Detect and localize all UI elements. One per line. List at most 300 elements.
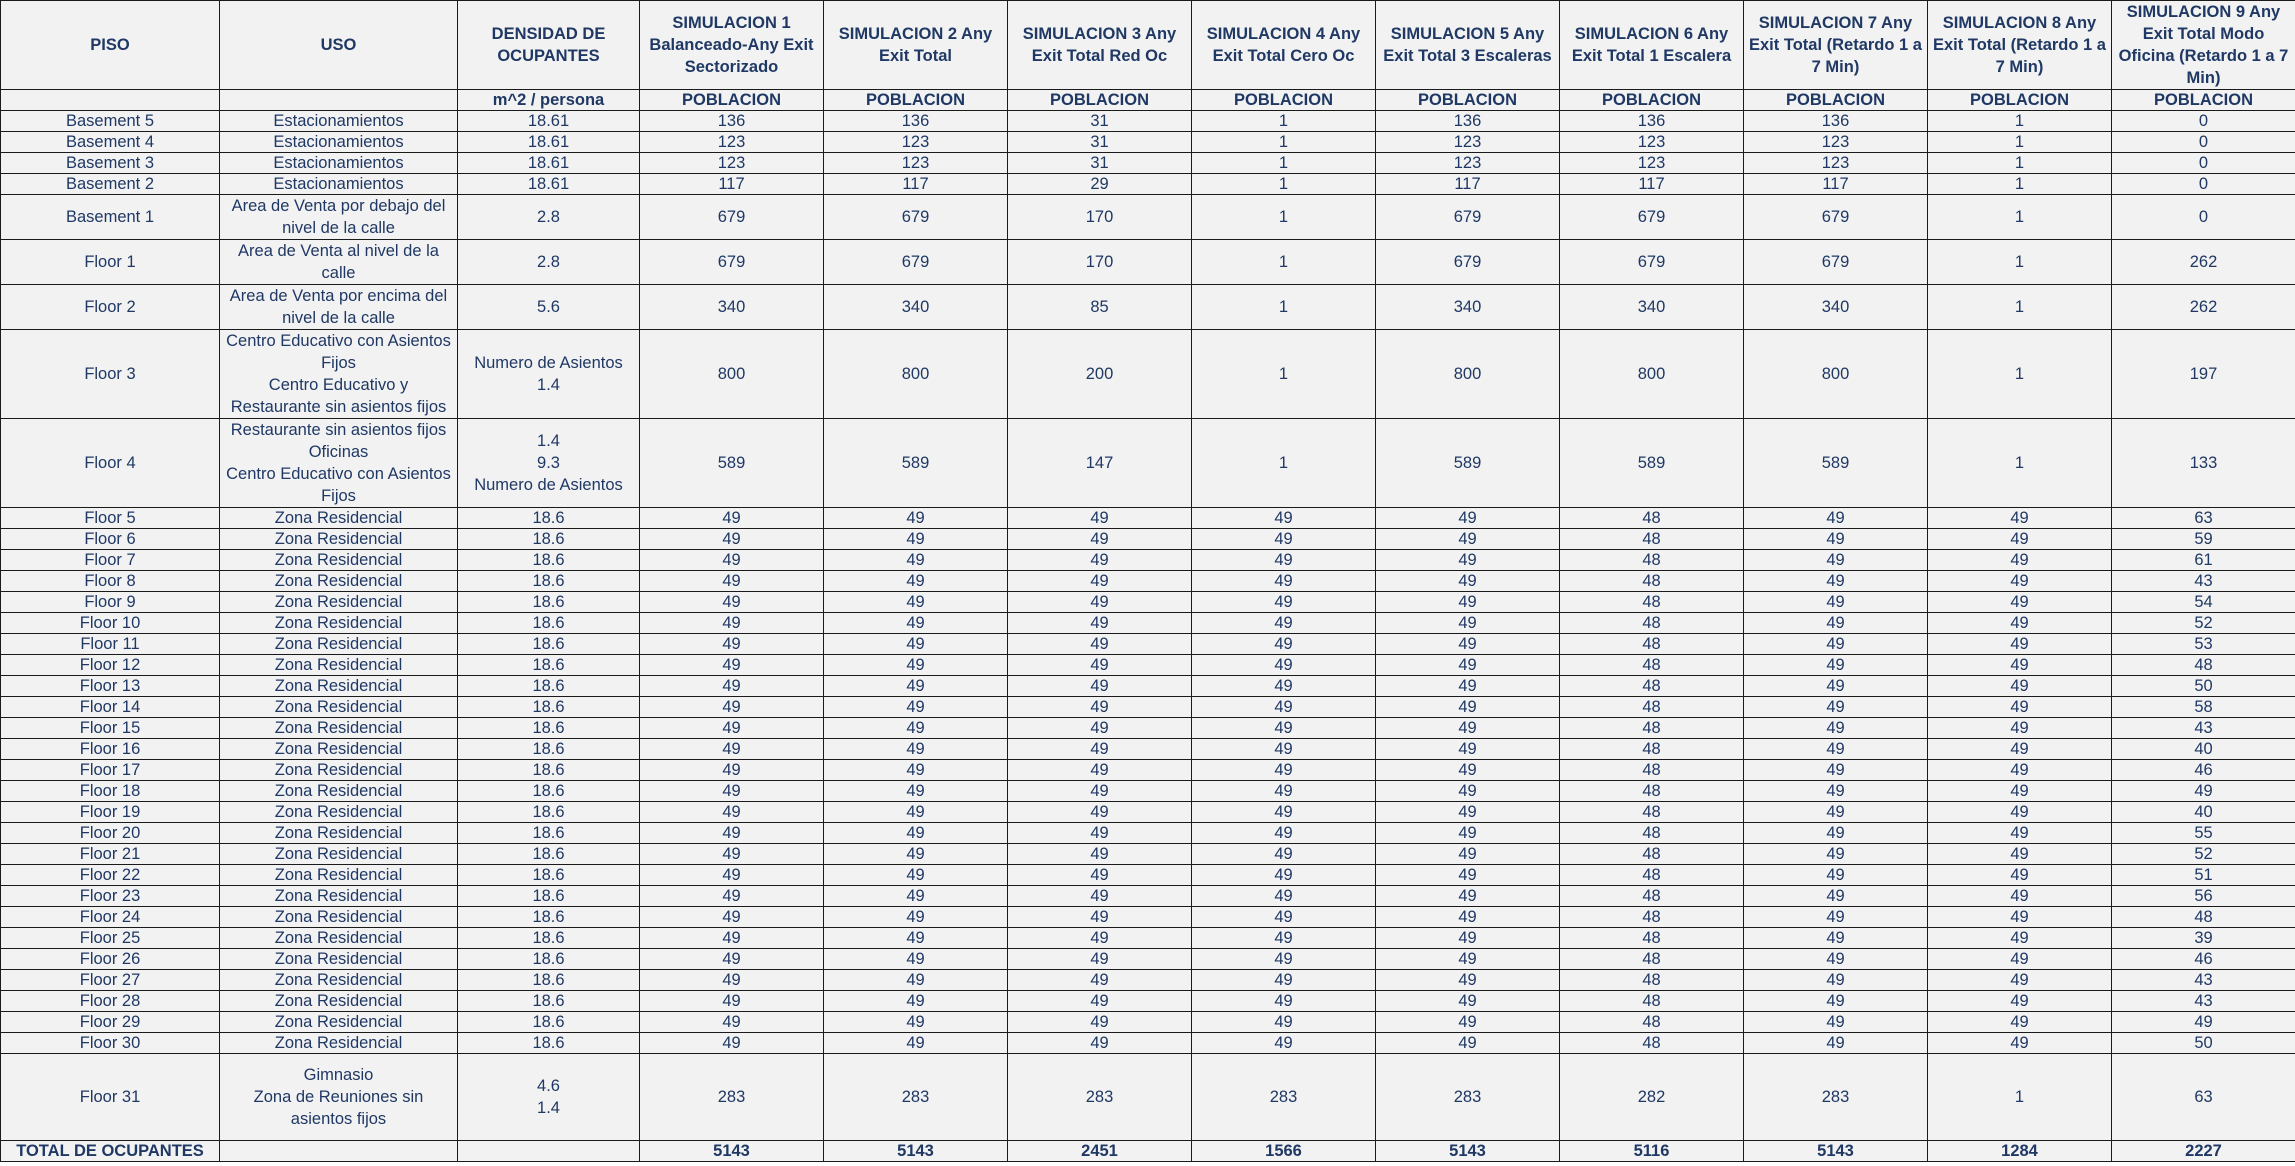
poblacion-cell: 589 xyxy=(640,419,824,508)
table-row xyxy=(1,970,2295,991)
poblacion-cell: 1 xyxy=(1928,153,2112,174)
poblacion-cell: 49 xyxy=(1744,970,1928,991)
uso-cell: Area de Venta al nivel de la calle xyxy=(220,240,458,285)
poblacion-cell: 49 xyxy=(1928,676,2112,697)
densidad-cell: 5.6 xyxy=(458,285,640,330)
poblacion-cell: 49 xyxy=(1192,697,1376,718)
poblacion-cell: 123 xyxy=(824,132,1008,153)
poblacion-cell: 49 xyxy=(824,928,1008,949)
poblacion-cell: 49 xyxy=(1744,823,1928,844)
poblacion-cell: 117 xyxy=(824,174,1008,195)
poblacion-cell: 117 xyxy=(1376,174,1560,195)
poblacion-cell: 49 xyxy=(824,970,1008,991)
poblacion-cell: 1 xyxy=(1192,111,1376,132)
poblacion-cell: 0 xyxy=(2112,132,2295,153)
poblacion-cell: 0 xyxy=(2112,153,2295,174)
poblacion-cell: 49 xyxy=(1928,1033,2112,1054)
header-sim-3: SIMULACION 3 Any Exit Total Red Oc xyxy=(1008,1,1192,90)
uso-cell: Zona Residencial xyxy=(220,1012,458,1033)
poblacion-cell: 49 xyxy=(1376,760,1560,781)
poblacion-cell: 49 xyxy=(640,655,824,676)
poblacion-cell: 48 xyxy=(1560,928,1744,949)
densidad-cell: 18.6 xyxy=(458,949,640,970)
poblacion-cell: 49 xyxy=(640,571,824,592)
poblacion-cell: 49 xyxy=(1744,1033,1928,1054)
uso-cell: Estacionamientos xyxy=(220,111,458,132)
poblacion-cell: 48 xyxy=(1560,907,1744,928)
poblacion-cell: 49 xyxy=(824,697,1008,718)
poblacion-cell: 123 xyxy=(1376,132,1560,153)
poblacion-cell: 49 xyxy=(1928,802,2112,823)
poblacion-cell: 679 xyxy=(1376,240,1560,285)
poblacion-cell: 48 xyxy=(1560,823,1744,844)
densidad-cell: 18.6 xyxy=(458,655,640,676)
poblacion-cell: 49 xyxy=(1376,928,1560,949)
poblacion-cell: 49 xyxy=(2112,1012,2295,1033)
piso-cell: Floor 11 xyxy=(1,634,220,655)
densidad-cell: 18.61 xyxy=(458,174,640,195)
poblacion-cell: 679 xyxy=(640,195,824,240)
densidad-cell: 18.6 xyxy=(458,907,640,928)
header-sim-4: SIMULACION 4 Any Exit Total Cero Oc xyxy=(1192,1,1376,90)
poblacion-cell: 49 xyxy=(1376,865,1560,886)
poblacion-cell: 49 xyxy=(1376,1012,1560,1033)
poblacion-cell: 1 xyxy=(1928,240,2112,285)
uso-cell: Zona Residencial xyxy=(220,970,458,991)
uso-cell: Zona Residencial xyxy=(220,991,458,1012)
poblacion-cell: 48 xyxy=(1560,991,1744,1012)
poblacion-cell: 49 xyxy=(1008,991,1192,1012)
piso-cell: Floor 29 xyxy=(1,1012,220,1033)
poblacion-cell: 49 xyxy=(1744,634,1928,655)
poblacion-cell: 170 xyxy=(1008,195,1192,240)
poblacion-cell: 679 xyxy=(824,195,1008,240)
poblacion-cell: 679 xyxy=(640,240,824,285)
table-row xyxy=(1,886,2295,907)
poblacion-cell: 59 xyxy=(2112,529,2295,550)
total-densidad-empty xyxy=(458,1141,640,1162)
piso-cell: Floor 6 xyxy=(1,529,220,550)
poblacion-cell: 123 xyxy=(1560,132,1744,153)
table-row xyxy=(1,697,2295,718)
poblacion-cell: 49 xyxy=(1008,1033,1192,1054)
poblacion-cell: 49 xyxy=(1192,928,1376,949)
poblacion-cell: 49 xyxy=(1744,907,1928,928)
total-value: 5116 xyxy=(1560,1141,1744,1162)
table-row xyxy=(1,592,2295,613)
uso-cell: Zona Residencial xyxy=(220,613,458,634)
units-poblacion: POBLACION xyxy=(1192,90,1376,111)
poblacion-cell: 340 xyxy=(640,285,824,330)
poblacion-cell: 49 xyxy=(640,970,824,991)
units-poblacion: POBLACION xyxy=(1008,90,1192,111)
poblacion-cell: 48 xyxy=(2112,907,2295,928)
poblacion-cell: 49 xyxy=(640,634,824,655)
piso-cell: Basement 2 xyxy=(1,174,220,195)
table-row xyxy=(1,928,2295,949)
poblacion-cell: 52 xyxy=(2112,844,2295,865)
table-row xyxy=(1,508,2295,529)
poblacion-cell: 49 xyxy=(1744,991,1928,1012)
poblacion-cell: 49 xyxy=(1376,634,1560,655)
poblacion-cell: 49 xyxy=(824,508,1008,529)
poblacion-cell: 49 xyxy=(1192,1033,1376,1054)
piso-cell: Floor 19 xyxy=(1,802,220,823)
table-row xyxy=(1,823,2295,844)
poblacion-cell: 1 xyxy=(1928,330,2112,419)
poblacion-cell: 85 xyxy=(1008,285,1192,330)
poblacion-cell: 49 xyxy=(640,718,824,739)
poblacion-cell: 48 xyxy=(1560,760,1744,781)
poblacion-cell: 49 xyxy=(640,676,824,697)
poblacion-cell: 117 xyxy=(1560,174,1744,195)
piso-cell: Floor 1 xyxy=(1,240,220,285)
poblacion-cell: 48 xyxy=(1560,844,1744,865)
poblacion-cell: 49 xyxy=(1192,760,1376,781)
poblacion-cell: 0 xyxy=(2112,111,2295,132)
poblacion-cell: 170 xyxy=(1008,240,1192,285)
poblacion-cell: 49 xyxy=(1928,823,2112,844)
units-poblacion: POBLACION xyxy=(640,90,824,111)
piso-cell: Floor 27 xyxy=(1,970,220,991)
poblacion-cell: 49 xyxy=(1192,508,1376,529)
piso-cell: Floor 18 xyxy=(1,781,220,802)
poblacion-cell: 49 xyxy=(824,613,1008,634)
poblacion-cell: 49 xyxy=(1008,613,1192,634)
poblacion-cell: 49 xyxy=(1008,907,1192,928)
piso-cell: Floor 10 xyxy=(1,613,220,634)
total-value: 2227 xyxy=(2112,1141,2295,1162)
poblacion-cell: 800 xyxy=(824,330,1008,419)
poblacion-cell: 679 xyxy=(824,240,1008,285)
poblacion-cell: 61 xyxy=(2112,550,2295,571)
poblacion-cell: 49 xyxy=(1192,676,1376,697)
table-row xyxy=(1,132,2295,153)
poblacion-cell: 49 xyxy=(824,949,1008,970)
units-poblacion: POBLACION xyxy=(824,90,1008,111)
table-row xyxy=(1,111,2295,132)
densidad-cell: 18.6 xyxy=(458,781,640,802)
poblacion-cell: 49 xyxy=(1008,886,1192,907)
poblacion-cell: 29 xyxy=(1008,174,1192,195)
poblacion-cell: 48 xyxy=(1560,655,1744,676)
header-sim-9: SIMULACION 9 Any Exit Total Modo Oficina (Retardo 1 a 7 Min) xyxy=(2112,1,2295,90)
piso-cell: Floor 12 xyxy=(1,655,220,676)
poblacion-cell: 49 xyxy=(1744,1012,1928,1033)
poblacion-cell: 49 xyxy=(1928,907,2112,928)
poblacion-cell: 679 xyxy=(1744,195,1928,240)
poblacion-cell: 49 xyxy=(1744,928,1928,949)
poblacion-cell: 49 xyxy=(1744,508,1928,529)
poblacion-cell: 49 xyxy=(1928,718,2112,739)
poblacion-cell: 43 xyxy=(2112,571,2295,592)
poblacion-cell: 49 xyxy=(1376,508,1560,529)
header-sim-8: SIMULACION 8 Any Exit Total (Retardo 1 a 7 Min) xyxy=(1928,1,2112,90)
poblacion-cell: 58 xyxy=(2112,697,2295,718)
poblacion-cell: 49 xyxy=(824,907,1008,928)
table-row xyxy=(1,781,2295,802)
uso-cell: Area de Venta por debajo del nivel de la calle xyxy=(220,195,458,240)
poblacion-cell: 262 xyxy=(2112,285,2295,330)
piso-cell: Floor 17 xyxy=(1,760,220,781)
poblacion-cell: 679 xyxy=(1376,195,1560,240)
poblacion-cell: 49 xyxy=(640,613,824,634)
poblacion-cell: 1 xyxy=(1192,240,1376,285)
poblacion-cell: 200 xyxy=(1008,330,1192,419)
poblacion-cell: 49 xyxy=(1192,613,1376,634)
densidad-cell: 18.6 xyxy=(458,697,640,718)
total-value: 5143 xyxy=(640,1141,824,1162)
poblacion-cell: 117 xyxy=(1744,174,1928,195)
poblacion-cell: 49 xyxy=(640,697,824,718)
uso-cell: Zona Residencial xyxy=(220,1033,458,1054)
poblacion-cell: 123 xyxy=(1560,153,1744,174)
densidad-cell: 18.6 xyxy=(458,823,640,844)
densidad-cell: 18.6 xyxy=(458,928,640,949)
densidad-cell: Numero de Asientos 1.4 xyxy=(458,330,640,419)
poblacion-cell: 50 xyxy=(2112,1033,2295,1054)
densidad-cell: 18.6 xyxy=(458,802,640,823)
poblacion-cell: 48 xyxy=(1560,739,1744,760)
uso-cell: Zona Residencial xyxy=(220,592,458,613)
poblacion-cell: 49 xyxy=(1008,739,1192,760)
poblacion-cell: 49 xyxy=(824,823,1008,844)
table-row xyxy=(1,844,2295,865)
poblacion-cell: 49 xyxy=(1008,550,1192,571)
piso-cell: Floor 9 xyxy=(1,592,220,613)
poblacion-cell: 136 xyxy=(1376,111,1560,132)
poblacion-cell: 679 xyxy=(1560,195,1744,240)
poblacion-cell: 49 xyxy=(1008,802,1192,823)
poblacion-cell: 49 xyxy=(1192,739,1376,760)
poblacion-cell: 1 xyxy=(1928,419,2112,508)
densidad-cell: 18.6 xyxy=(458,613,640,634)
poblacion-cell: 136 xyxy=(824,111,1008,132)
table-row xyxy=(1,655,2295,676)
densidad-cell: 18.6 xyxy=(458,592,640,613)
poblacion-cell: 1 xyxy=(1928,195,2112,240)
piso-cell: Basement 5 xyxy=(1,111,220,132)
poblacion-cell: 49 xyxy=(1376,613,1560,634)
poblacion-cell: 49 xyxy=(1192,844,1376,865)
poblacion-cell: 49 xyxy=(640,739,824,760)
densidad-cell: 18.6 xyxy=(458,550,640,571)
poblacion-cell: 49 xyxy=(1744,781,1928,802)
poblacion-cell: 1 xyxy=(1928,1054,2112,1141)
densidad-cell: 18.61 xyxy=(458,111,640,132)
poblacion-cell: 49 xyxy=(1376,529,1560,550)
densidad-cell: 18.6 xyxy=(458,571,640,592)
poblacion-cell: 49 xyxy=(1192,823,1376,844)
units-poblacion: POBLACION xyxy=(1376,90,1560,111)
poblacion-cell: 49 xyxy=(1192,550,1376,571)
uso-cell: Zona Residencial xyxy=(220,844,458,865)
table-row xyxy=(1,1012,2295,1033)
poblacion-cell: 1 xyxy=(1192,285,1376,330)
poblacion-cell: 43 xyxy=(2112,718,2295,739)
poblacion-cell: 589 xyxy=(1744,419,1928,508)
poblacion-cell: 49 xyxy=(1928,739,2112,760)
poblacion-cell: 49 xyxy=(1744,655,1928,676)
poblacion-cell: 43 xyxy=(2112,970,2295,991)
table-row xyxy=(1,1054,2295,1141)
poblacion-cell: 48 xyxy=(1560,529,1744,550)
table-row xyxy=(1,739,2295,760)
poblacion-cell: 49 xyxy=(640,550,824,571)
poblacion-cell: 49 xyxy=(1008,529,1192,550)
poblacion-cell: 49 xyxy=(640,529,824,550)
poblacion-cell: 49 xyxy=(1008,928,1192,949)
poblacion-cell: 1 xyxy=(1192,330,1376,419)
poblacion-cell: 49 xyxy=(1192,949,1376,970)
poblacion-cell: 48 xyxy=(1560,802,1744,823)
piso-cell: Floor 20 xyxy=(1,823,220,844)
poblacion-cell: 49 xyxy=(1744,529,1928,550)
poblacion-cell: 1 xyxy=(1192,132,1376,153)
poblacion-cell: 49 xyxy=(1192,991,1376,1012)
poblacion-cell: 49 xyxy=(1744,739,1928,760)
poblacion-cell: 49 xyxy=(1008,676,1192,697)
poblacion-cell: 589 xyxy=(1376,419,1560,508)
densidad-cell: 18.6 xyxy=(458,865,640,886)
densidad-cell: 18.6 xyxy=(458,886,640,907)
uso-cell: Zona Residencial xyxy=(220,655,458,676)
densidad-cell: 1.4 9.3 Numero de Asientos xyxy=(458,419,640,508)
uso-cell: Zona Residencial xyxy=(220,781,458,802)
poblacion-cell: 123 xyxy=(640,132,824,153)
poblacion-cell: 49 xyxy=(1744,571,1928,592)
piso-cell: Floor 4 xyxy=(1,419,220,508)
poblacion-cell: 49 xyxy=(1192,865,1376,886)
uso-cell: Estacionamientos xyxy=(220,132,458,153)
header-densidad: DENSIDAD DE OCUPANTES xyxy=(458,1,640,90)
poblacion-cell: 49 xyxy=(1376,592,1560,613)
densidad-cell: 4.6 1.4 xyxy=(458,1054,640,1141)
poblacion-cell: 49 xyxy=(1008,844,1192,865)
poblacion-cell: 49 xyxy=(1744,760,1928,781)
poblacion-cell: 48 xyxy=(1560,550,1744,571)
poblacion-cell: 49 xyxy=(1376,655,1560,676)
table-row xyxy=(1,174,2295,195)
table-row xyxy=(1,195,2295,240)
poblacion-cell: 56 xyxy=(2112,886,2295,907)
poblacion-cell: 283 xyxy=(824,1054,1008,1141)
header-piso: PISO xyxy=(1,1,220,90)
total-value: 2451 xyxy=(1008,1141,1192,1162)
poblacion-cell: 49 xyxy=(1928,571,2112,592)
densidad-cell: 18.6 xyxy=(458,1012,640,1033)
poblacion-cell: 49 xyxy=(1744,676,1928,697)
poblacion-cell: 49 xyxy=(824,550,1008,571)
poblacion-cell: 55 xyxy=(2112,823,2295,844)
poblacion-cell: 48 xyxy=(1560,1033,1744,1054)
poblacion-cell: 49 xyxy=(640,991,824,1012)
poblacion-cell: 49 xyxy=(1008,970,1192,991)
uso-cell: Restaurante sin asientos fijos Oficinas Centro Educativo con Asientos Fijos xyxy=(220,419,458,508)
poblacion-cell: 49 xyxy=(1376,949,1560,970)
poblacion-cell: 197 xyxy=(2112,330,2295,419)
piso-cell: Floor 31 xyxy=(1,1054,220,1141)
poblacion-cell: 49 xyxy=(640,760,824,781)
table-row xyxy=(1,550,2295,571)
poblacion-cell: 49 xyxy=(1192,571,1376,592)
uso-cell: Zona Residencial xyxy=(220,634,458,655)
poblacion-cell: 49 xyxy=(824,1012,1008,1033)
densidad-cell: 18.6 xyxy=(458,991,640,1012)
poblacion-cell: 48 xyxy=(1560,571,1744,592)
densidad-cell: 18.6 xyxy=(458,970,640,991)
table-row xyxy=(1,330,2295,419)
poblacion-cell: 283 xyxy=(1376,1054,1560,1141)
poblacion-cell: 49 xyxy=(1376,907,1560,928)
poblacion-cell: 49 xyxy=(1008,571,1192,592)
uso-cell: Zona Residencial xyxy=(220,739,458,760)
poblacion-cell: 49 xyxy=(1744,844,1928,865)
poblacion-cell: 49 xyxy=(640,865,824,886)
total-value: 5143 xyxy=(824,1141,1008,1162)
total-value: 5143 xyxy=(1376,1141,1560,1162)
table-row xyxy=(1,676,2295,697)
poblacion-cell: 49 xyxy=(1192,781,1376,802)
total-label: TOTAL DE OCUPANTES xyxy=(1,1141,220,1162)
poblacion-cell: 117 xyxy=(640,174,824,195)
uso-cell: Zona Residencial xyxy=(220,823,458,844)
poblacion-cell: 49 xyxy=(824,739,1008,760)
poblacion-cell: 49 xyxy=(1376,844,1560,865)
piso-cell: Floor 30 xyxy=(1,1033,220,1054)
poblacion-cell: 40 xyxy=(2112,802,2295,823)
poblacion-cell: 48 xyxy=(1560,613,1744,634)
densidad-cell: 18.6 xyxy=(458,676,640,697)
total-value: 5143 xyxy=(1744,1141,1928,1162)
poblacion-cell: 49 xyxy=(640,1033,824,1054)
poblacion-cell: 283 xyxy=(1008,1054,1192,1141)
total-uso-empty xyxy=(220,1141,458,1162)
poblacion-cell: 49 xyxy=(1744,613,1928,634)
poblacion-cell: 49 xyxy=(824,844,1008,865)
table-row xyxy=(1,240,2295,285)
poblacion-cell: 49 xyxy=(1376,781,1560,802)
poblacion-cell: 49 xyxy=(1928,991,2112,1012)
poblacion-cell: 49 xyxy=(1928,550,2112,571)
densidad-cell: 18.6 xyxy=(458,529,640,550)
header-uso: USO xyxy=(220,1,458,90)
poblacion-cell: 49 xyxy=(1928,508,2112,529)
poblacion-cell: 49 xyxy=(1376,823,1560,844)
poblacion-cell: 340 xyxy=(1376,285,1560,330)
poblacion-cell: 49 xyxy=(1008,823,1192,844)
header-row xyxy=(1,1,2295,90)
densidad-cell: 2.8 xyxy=(458,240,640,285)
poblacion-cell: 49 xyxy=(1192,907,1376,928)
uso-cell: Zona Residencial xyxy=(220,529,458,550)
poblacion-cell: 136 xyxy=(1560,111,1744,132)
piso-cell: Floor 15 xyxy=(1,718,220,739)
poblacion-cell: 49 xyxy=(1928,613,2112,634)
piso-cell: Floor 23 xyxy=(1,886,220,907)
piso-cell: Floor 13 xyxy=(1,676,220,697)
poblacion-cell: 48 xyxy=(1560,718,1744,739)
poblacion-cell: 49 xyxy=(640,907,824,928)
poblacion-cell: 1 xyxy=(1192,174,1376,195)
poblacion-cell: 800 xyxy=(1744,330,1928,419)
densidad-cell: 2.8 xyxy=(458,195,640,240)
poblacion-cell: 48 xyxy=(1560,634,1744,655)
poblacion-cell: 63 xyxy=(2112,508,2295,529)
poblacion-cell: 147 xyxy=(1008,419,1192,508)
poblacion-cell: 49 xyxy=(1928,928,2112,949)
poblacion-cell: 800 xyxy=(1560,330,1744,419)
